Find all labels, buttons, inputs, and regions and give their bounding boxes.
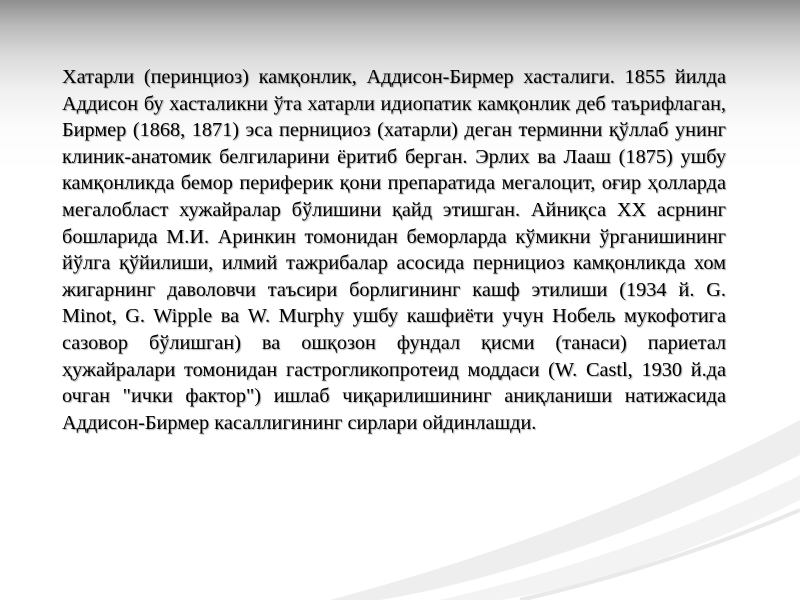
body-paragraph: Хатарли (перинциоз) камқонлик, Аддисон-Бирмер хасталиги. 1855 йилда Аддисон бу хасталикни ўта хатарли идиопатик камқонлик деб таърифлаган, Бирмер (1868, 1871) эса пернициоз (хатарли) деган терминни қўллаб унинг клиник-анатомик белгиларини ёритиб берган. Эрлих ва Лааш (1875) ушбу камқонликда бемор периферик қони препаратида мегалоцит, оғир ҳолларда мегалобласт хужайралар бўлишини қайд этишган. Айниқса XX асрнинг бошларида М.И. Аринкин томонидан беморларда кўмикни ўрганишининг йўлга қўйилиши, илмий тажрибалар асосида пернициоз камқонликда хом жигарнинг даволовчи таъсири борлигининг кашф этилиши (1934 й. G. Minot, G. Wipple ва W. Murphy ушбу кашфиёти учун Нобель мукофотига сазовор бўлишган) ва ошқозон фундал қисми (танаси) париетал ҳужайралари томонидан гастрогликопротеид моддаси (W. Castl, 1930 й.да очган "ички фактор") ишлаб чиқарилишининг аниқланиши натижасида Аддисон-Бирмер касаллигининг сирлари ойдинлашди. <box>62 66 726 434</box>
swoosh-band-2 <box>440 475 800 600</box>
